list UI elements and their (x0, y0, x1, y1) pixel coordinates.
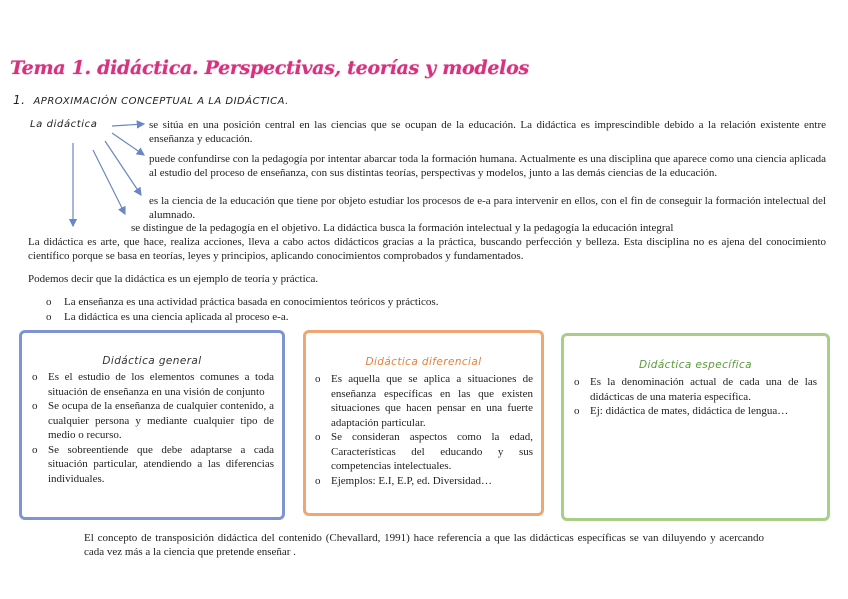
box-didactica-diferencial (303, 330, 544, 516)
box-especifica-list (570, 375, 817, 419)
paragraph-theory: Podemos decir que la didáctica es un ejemplo de teoría y práctica. (28, 273, 319, 285)
arrow-2 (112, 133, 144, 155)
bullet-item: o La didáctica es una ciencia aplicada al proceso e-a. (46, 311, 289, 323)
list-item: o Es la denominación actual de cada una de las didácticas de una materia específica. (570, 375, 817, 404)
definition-2: puede confundirse con la pedagogía por intentar abarcar toda la formación humana. Actualmente es una disciplina que aparece como una ciencia aplicada al estudio del proceso de enseñanza, con sus distintas teorías, perspectivas y modelos, junto a las demás ciencias de la educación. (149, 153, 826, 179)
list-item: o Es aquella que se aplica a situaciones de enseñanza específicas en las que existen situaciones que hacen pensar en una fuerte adaptación particular. (311, 372, 533, 430)
closing-paragraph: El concepto de transposición didáctica del contenido (Chevallard, 1991) hace referencia a que las didácticas específicas se van diluyendo y acercando cada vez más a la ciencia que pretende enseñar . (84, 532, 764, 558)
box-didactica-general (19, 330, 285, 520)
definition-3: es la ciencia de la educación que tiene por objeto estudiar los procesos de e-a para intervenir en ellos, con el fin de conseguir la formación intelectual del alumnado. (149, 195, 826, 221)
la-didactica-label: La didáctica (30, 119, 98, 130)
definition-4: se distingue de la pedagogía en el objetivo. La didáctica busca la formación intelectual y la pedagogía la educación integral (131, 222, 674, 234)
box-general-title: Didáctica general (102, 355, 202, 367)
list-item: o Ejemplos: E.I, E.P, ed. Diversidad… (311, 474, 533, 489)
bullet-text: La didáctica es una ciencia aplicada al proceso e-a. (64, 311, 289, 323)
box-general-list (28, 370, 274, 486)
box-especifica-title: Didáctica específica (638, 359, 753, 371)
section-title: APROXIMACIÓN CONCEPTUAL A LA DIDÁCTICA. (33, 96, 289, 107)
list-item: o Ej: didáctica de mates, didáctica de lengua… (570, 404, 817, 419)
box-diferencial-title: Didáctica diferencial (365, 356, 482, 368)
list-item: o Se sobreentiende que debe adaptarse a cada situación particular, atendiendo a las diferencias individuales. (28, 443, 274, 487)
page-title: Tema 1. didáctica. Perspectivas, teorías y modelos (10, 57, 529, 79)
list-item: o Se ocupa de la enseñanza de cualquier contenido, a cualquier persona y mediante cualquier tipo de medio o recurso. (28, 399, 274, 443)
paragraph-art: La didáctica es arte, que hace, realiza acciones, lleva a cabo actos didácticos gracias a la práctica, buscando perfección y belleza. Esta disciplina no es ajena del conocimiento científico porque se basa en teorías, leyes y principios, aplicando conocimientos comprobados y fundamentados. (28, 236, 826, 262)
definition-1: se sitúa en una posición central en las ciencias que se ocupan de la educación. La didáctica es imprescindible debido a la relación existente entre enseñanza y educación. (149, 119, 826, 145)
section-number: 1. (13, 93, 26, 107)
box-didactica-especifica (561, 333, 830, 521)
bullet-text: La enseñanza es una actividad práctica basada en conocimientos teóricos y prácticos. (64, 296, 439, 308)
arrow-1 (112, 124, 144, 126)
box-diferencial-list (311, 372, 533, 488)
list-item: o Es el estudio de los elementos comunes a toda situación de enseñanza en una visión de conjunto (28, 370, 274, 399)
bullet-item: o La enseñanza es una actividad práctica basada en conocimientos teóricos y prácticos. (46, 296, 439, 308)
list-item: o Se consideran aspectos como la edad, Características del educando y sus competencias intelectuales. (311, 430, 533, 474)
arrow-4 (93, 150, 125, 214)
